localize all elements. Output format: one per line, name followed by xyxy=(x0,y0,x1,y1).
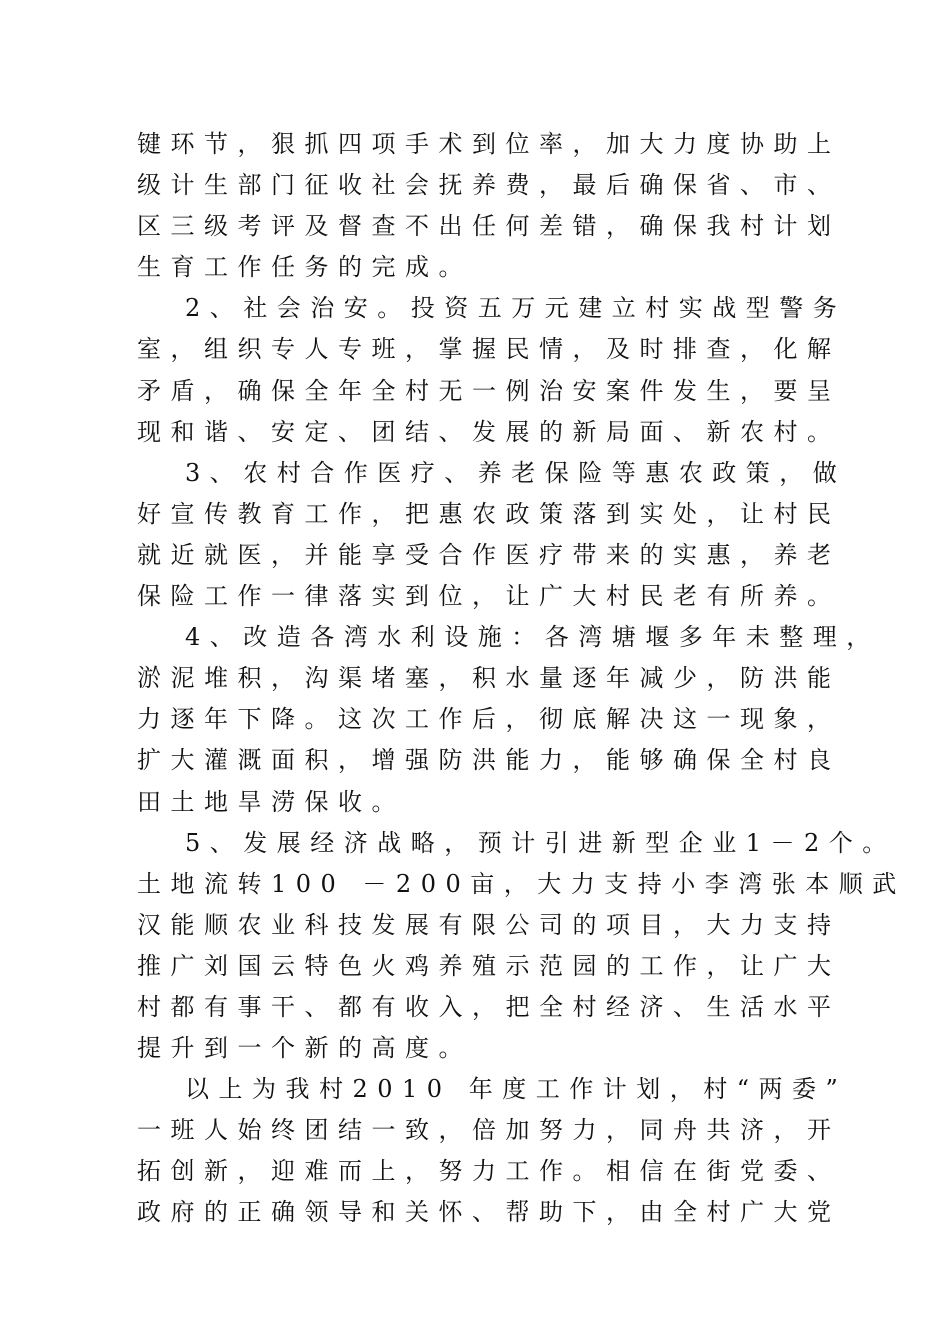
text-line: 5、发展经济战略，预计引进新型企业1－2个。 xyxy=(185,828,896,857)
body-text xyxy=(137,124,906,1234)
text-line: 汉能顺农业科技发展有限公司的项目，大力支持 xyxy=(137,910,841,939)
text-line: 一班人始终团结一致，倍加努力，同舟共济，开 xyxy=(137,1116,841,1145)
text-line: 提升到一个新的高度。 xyxy=(137,1034,472,1063)
text-line: 田土地旱涝保收。 xyxy=(137,787,405,816)
text-line: 好宣传教育工作，把惠农政策落到实处，让村民 xyxy=(137,499,841,528)
text-line: 现和谐、安定、团结、发展的新局面、新农村。 xyxy=(137,417,841,446)
text-line: 保险工作一律落实到位，让广大村民老有所养。 xyxy=(137,582,841,611)
text-line: 级计生部门征收社会抚养费，最后确保省、市、 xyxy=(137,171,841,200)
text-line: 2、社会治安。投资五万元建立村实战型警务 xyxy=(185,294,847,323)
text-line: 3、农村合作医疗、养老保险等惠农政策，做 xyxy=(185,458,847,487)
text-line: 以上为我村2010 年度工作计划，村“两委” xyxy=(185,1075,848,1104)
text-line: 矛盾，确保全年全村无一例治安案件发生，要呈 xyxy=(137,376,841,405)
text-line: 4、改造各湾水利设施：各湾塘堰多年未整理， xyxy=(185,623,880,652)
text-line: 扩大灌溉面积，增强防洪能力，能够确保全村良 xyxy=(137,746,841,775)
text-line: 室，组织专人专班，掌握民情，及时排查，化解 xyxy=(137,335,841,364)
text-line: 力逐年下降。这次工作后，彻底解决这一现象， xyxy=(137,705,841,734)
text-line: 生育工作任务的完成。 xyxy=(137,253,472,282)
text-line: 就近就医，并能享受合作医疗带来的实惠，养老 xyxy=(137,540,841,569)
text-line: 政府的正确领导和关怀、帮助下，由全村广大党 xyxy=(137,1198,841,1227)
text-line: 拓创新，迎难而上，努力工作。相信在街党委、 xyxy=(137,1157,841,1186)
text-line: 键环节，狠抓四项手术到位率，加大力度协助上 xyxy=(137,130,841,158)
text-line: 区三级考评及督查不出任何差错，确保我村计划 xyxy=(137,212,841,241)
text-line: 土地流转100 －200亩，大力支持小李湾张本顺武 xyxy=(137,869,906,898)
text-line: 淤泥堆积，沟渠堵塞，积水量逐年减少，防洪能 xyxy=(137,664,841,693)
text-line: 村都有事干、都有收入，把全村经济、生活水平 xyxy=(137,992,841,1021)
text-line: 推广刘国云特色火鸡养殖示范园的工作，让广大 xyxy=(137,951,841,980)
